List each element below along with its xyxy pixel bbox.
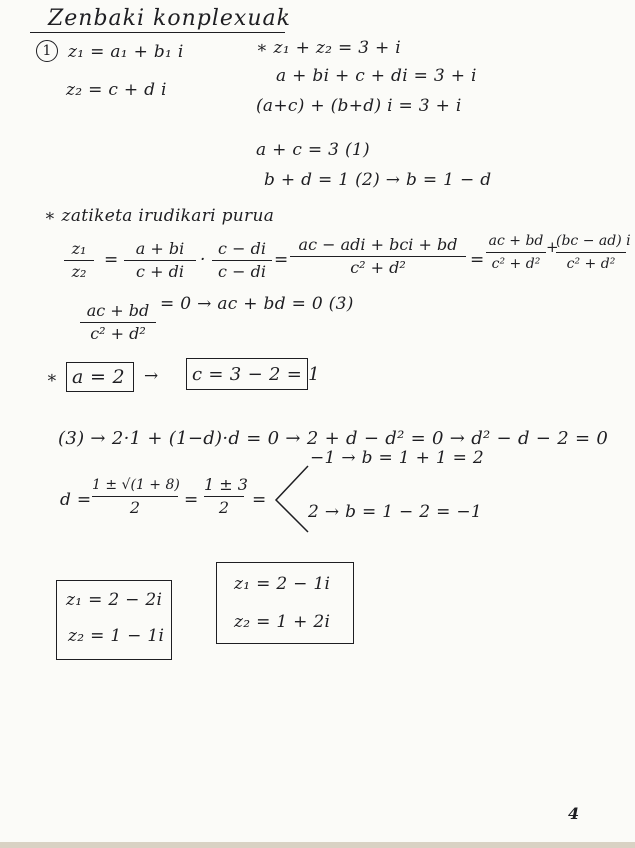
- equals-sign: =: [274, 250, 289, 270]
- problem-number: 1: [36, 40, 58, 62]
- fraction-imag-part: (bc − ad) i c² + d²: [556, 233, 631, 272]
- page-title: Zenbaki konplexuak: [48, 6, 291, 31]
- d-equals: d =: [60, 490, 92, 510]
- star-bullet: ∗: [46, 368, 58, 388]
- sum-grouped: (a+c) + (b+d) i = 3 + i: [256, 96, 462, 116]
- fraction-real-part: ac + bd c² + d²: [486, 232, 546, 273]
- equals-sign: =: [470, 250, 485, 270]
- branch-d-minus-1: −1 → b = 1 + 1 = 2: [310, 448, 484, 468]
- equals-sign: =: [184, 490, 199, 510]
- branch-brace: [272, 460, 312, 540]
- fraction-a-bi-over-c-di: a + bi c + di: [124, 240, 196, 281]
- page-number: 4: [568, 804, 580, 823]
- answer-2-z1: z₁ = 2 − 1i: [234, 574, 331, 594]
- plus-sign: +: [546, 238, 559, 256]
- quadratic-simplified: 1 ± 3 2: [204, 475, 248, 517]
- fraction-conjugate: c − di c − di: [212, 240, 272, 281]
- answer-1-z2: z₂ = 1 − 1i: [68, 626, 165, 646]
- answer-2-z2: z₂ = 1 + 2i: [234, 612, 331, 632]
- eq-imag-part: b + d = 1 (2) → b = 1 − d: [264, 170, 492, 190]
- fraction-z1-over-z2: z₁ z₂: [64, 240, 94, 281]
- title-underline: [30, 32, 285, 33]
- condition-result: = 0 → ac + bd = 0 (3): [160, 294, 354, 314]
- fraction-expanded: ac − adi + bci + bd c² + d²: [290, 236, 466, 277]
- branch-d-2: 2 → b = 1 − 2 = −1: [308, 502, 482, 522]
- a-value: a = 2: [72, 366, 125, 388]
- page-bottom-edge: [0, 842, 635, 848]
- sum-condition: ∗ z₁ + z₂ = 3 + i: [256, 38, 402, 58]
- substitution-line: (3) → 2·1 + (1−d)·d = 0 → 2 + d − d² = 0 → d² − d − 2 = 0: [58, 428, 609, 449]
- equals-sign: =: [104, 250, 119, 270]
- eq-real-part: a + c = 3 (1): [256, 140, 370, 160]
- c-value: c = 3 − 2 = 1: [192, 364, 320, 385]
- quadratic-formula: 1 ± √(1 + 8) 2: [92, 477, 180, 517]
- multiply-dot: ·: [200, 250, 206, 270]
- z1-definition: z₁ = a₁ + b₁ i: [68, 42, 184, 62]
- sum-expanded: a + bi + c + di = 3 + i: [276, 66, 477, 86]
- z2-definition: z₂ = c + d i: [66, 80, 167, 100]
- equals-sign: =: [252, 490, 267, 510]
- arrow: →: [144, 366, 159, 386]
- quotient-heading: ∗ zatiketa irudikari purua: [44, 206, 275, 226]
- fraction-real-condition: ac + bd c² + d²: [80, 302, 156, 343]
- answer-1-z1: z₁ = 2 − 2i: [66, 590, 163, 610]
